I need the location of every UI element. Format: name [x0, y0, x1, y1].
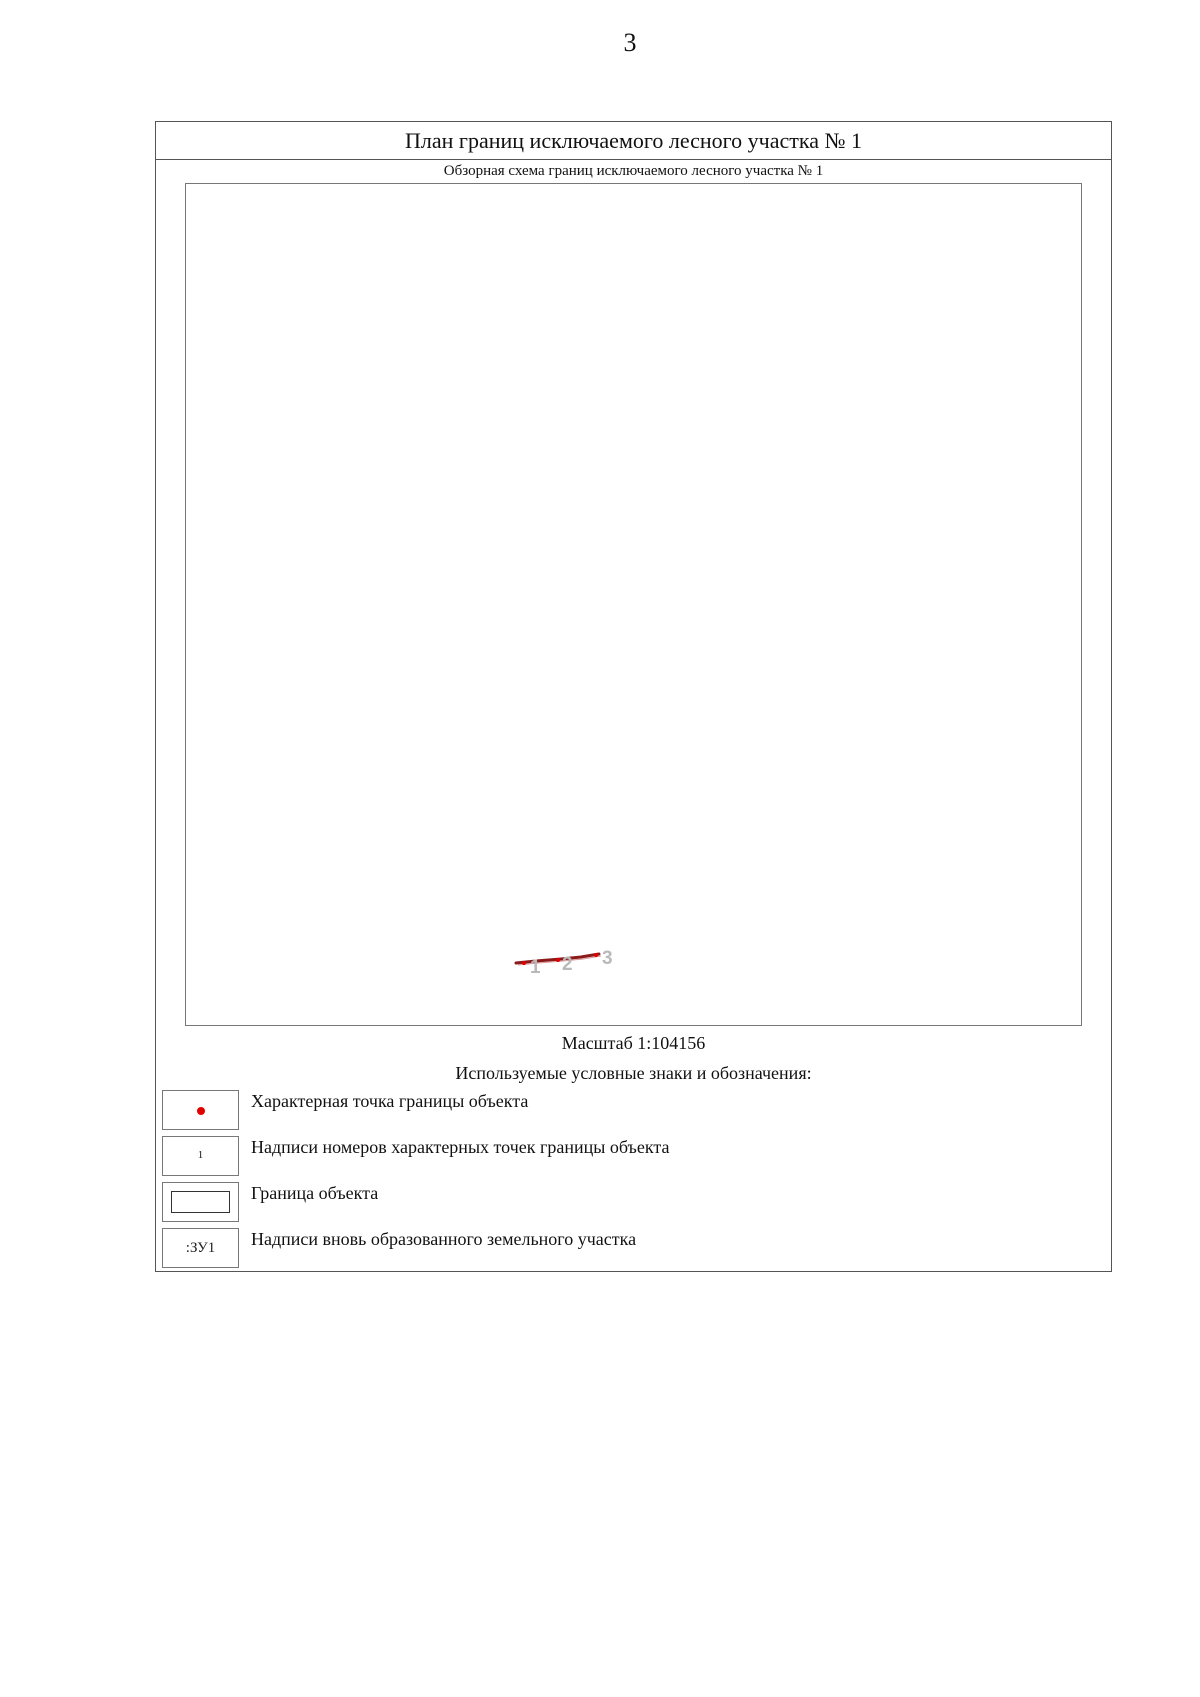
legend-item-point: [162, 1090, 1062, 1132]
red-dot-icon: [197, 1107, 205, 1115]
legend-label: Характерная точка границы объекта: [251, 1091, 529, 1111]
schema-title: Обзорная схема границ исключаемого лесного участка № 1: [443, 163, 824, 179]
boundary-point: [522, 961, 526, 965]
legend-title: Используемые условные знаки и обозначения:: [455, 1063, 812, 1083]
legend-item-land-plot: [162, 1228, 1062, 1270]
legend-symbol: [162, 1182, 239, 1222]
page-number: 3: [623, 28, 637, 57]
legend-item-point-number: [162, 1136, 1062, 1178]
plan-title: План границ исключаемого лесного участка № 1: [156, 122, 1111, 160]
point-label: 1: [530, 957, 541, 978]
legend-label: Надписи вновь образованного земельного участка: [251, 1229, 637, 1249]
point-label: 3: [602, 948, 613, 969]
rectangle-outline-icon: [171, 1191, 230, 1213]
legend-label: Надписи номеров характерных точек границы объекта: [251, 1137, 670, 1157]
boundary-point: [594, 953, 598, 957]
legend-label: Граница объекта: [251, 1183, 379, 1203]
plan-frame: [155, 121, 1112, 1272]
overview-map: [185, 183, 1082, 1026]
scale-label: Масштаб 1:104156: [561, 1033, 706, 1053]
boundary-point: [556, 958, 560, 962]
map-drawing: [186, 184, 1081, 1025]
legend-item-boundary: [162, 1182, 1062, 1224]
legend-symbol: [162, 1136, 239, 1176]
legend-symbol: [162, 1228, 239, 1268]
land-plot-label-sample: :ЗУ1: [185, 1240, 216, 1256]
point-number-sample: 1: [197, 1149, 204, 1161]
point-label: 2: [562, 954, 573, 975]
legend-symbol: [162, 1090, 239, 1130]
